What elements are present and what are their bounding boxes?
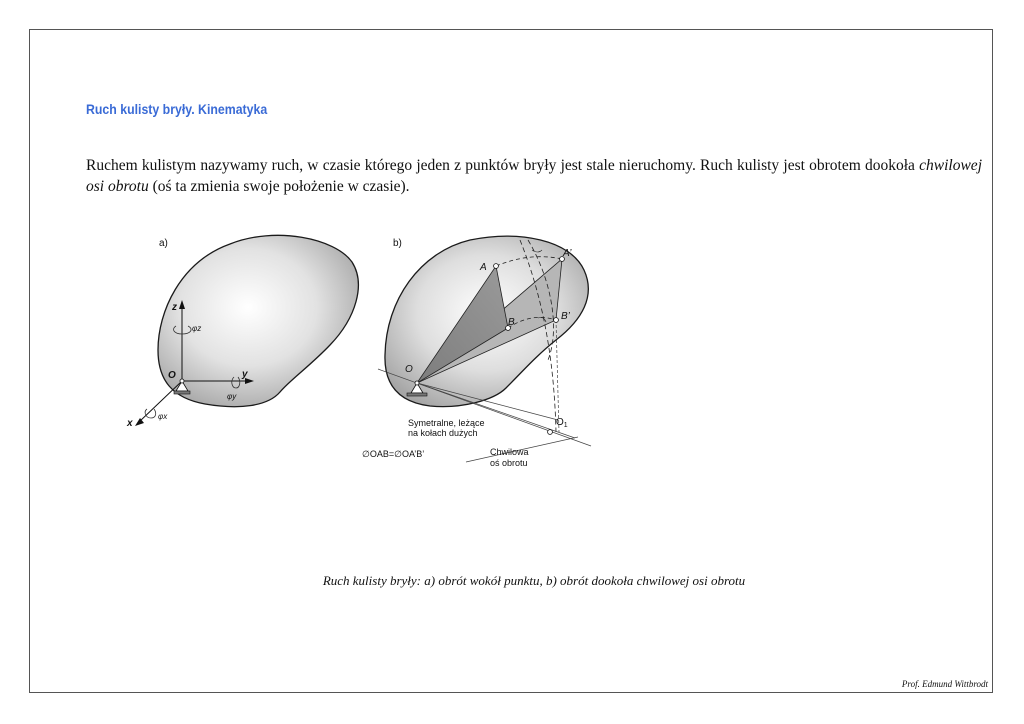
intro-text-2: (oś ta zmienia swoje położenie w czasie). <box>148 178 410 195</box>
intro-emphasis: chwilowej osi obrotu <box>86 157 982 195</box>
label-b1: B’ <box>561 311 570 322</box>
label-origin-a: O <box>168 370 176 381</box>
intro-text-1: Ruchem kulistym nazywamy ruch, w czasie którego jeden z punktów bryły jest stale nieruchomy. Ruch kulisty jest obrotem dookoła <box>86 157 920 174</box>
label-a: A <box>480 262 487 273</box>
label-b: B <box>508 317 515 328</box>
label-a1: A’ <box>563 248 572 259</box>
label-o1: $O_1$ <box>556 417 568 429</box>
point-a <box>494 264 499 269</box>
origin-a-dot <box>180 379 184 383</box>
label-bisectors-1: Symetralne, leżące <box>408 418 485 428</box>
figure-a <box>126 235 358 429</box>
figure-caption: Ruch kulisty bryły: a) obrót wokół punktu, b) obrót dookoła chwilowej osi obrotu <box>322 573 746 588</box>
support-a-base <box>174 391 190 394</box>
figure-b <box>362 236 591 468</box>
label-x: x <box>127 418 133 429</box>
point-b1 <box>554 318 559 323</box>
label-origin-b: O <box>405 364 413 375</box>
author-credit: Prof. Edmund Wittbrodt <box>901 679 988 689</box>
label-axis-1: Chwilowa <box>490 447 529 457</box>
origin-b-dot <box>415 381 419 385</box>
label-y: y <box>242 369 248 380</box>
panel-label-b: b) <box>393 238 402 249</box>
label-bisectors-2: na kołach dużych <box>408 428 478 438</box>
point-o1 <box>548 430 553 435</box>
label-phi-x: φx <box>158 412 168 421</box>
label-angle-equality: ∅OAB=∅OA’B’ <box>362 449 425 459</box>
page-title: Ruch kulisty bryły. Kinematyka <box>86 101 268 117</box>
label-axis-2: oś obrotu <box>490 458 528 468</box>
support-b-base <box>407 393 427 396</box>
phi-x-arrow-icon <box>145 409 156 418</box>
panel-label-a: a) <box>159 238 168 249</box>
label-z: z <box>172 302 177 313</box>
label-phi-z: φz <box>192 324 202 333</box>
label-phi-y: φy <box>227 392 237 401</box>
